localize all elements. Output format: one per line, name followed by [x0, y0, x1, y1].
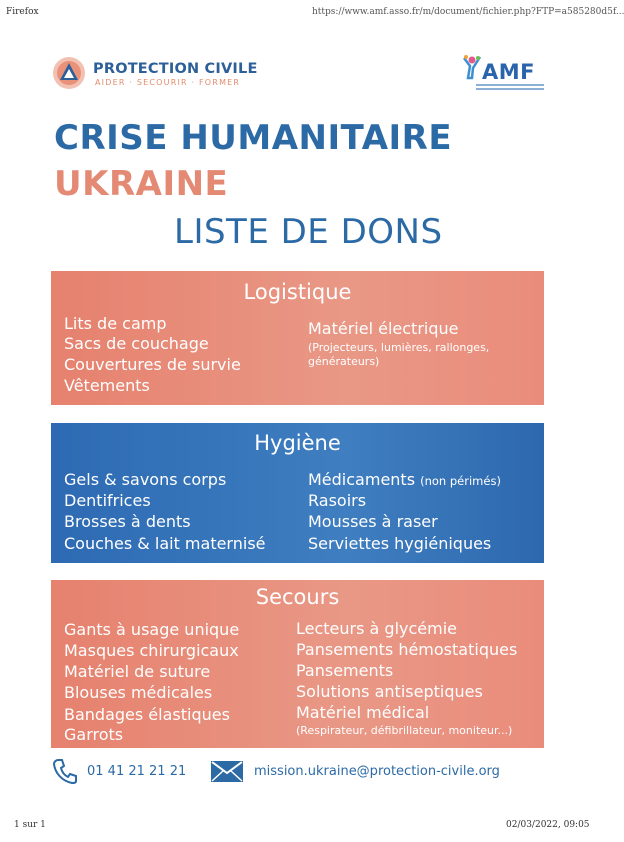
print-footer-page: 1 sur 1 [14, 820, 46, 830]
item-note: (Respirateur, défibrillateur, moniteur...) [296, 724, 513, 737]
list-item: Pansements hémostatiques [296, 640, 518, 659]
section-logistique [51, 271, 544, 405]
list-item: Matériel médical [296, 703, 430, 722]
list-item: Gants à usage unique [64, 620, 240, 639]
section-title: Logistique [243, 280, 352, 304]
list-item: Lecteurs à glycémie [296, 619, 458, 638]
section-title: Hygiène [254, 431, 341, 455]
section-secours [51, 580, 544, 748]
print-header-url: https://www.amf.asso.fr/m/document/fichier.php?FTP=a585280d5f... [312, 7, 624, 17]
list-item: Gels & savons corps [64, 470, 227, 489]
list-item: Dentifrices [64, 491, 151, 510]
list-item: Rasoirs [308, 491, 367, 510]
print-footer-datetime: 02/03/2022, 09:05 [506, 820, 590, 830]
phone-icon [52, 757, 78, 785]
item-note: (non périmés) [420, 474, 501, 488]
mail-icon [211, 761, 243, 782]
list-item: Mousses à raser [308, 512, 438, 531]
title-crise-humanitaire: CRISE HUMANITAIRE [54, 118, 453, 158]
list-item: Lits de camp [64, 314, 167, 333]
contact-phone[interactable]: 01 41 21 21 21 [87, 764, 187, 779]
section-title: Secours [255, 585, 340, 609]
print-header-browser: Firefox [6, 7, 39, 17]
section-hygiene [51, 423, 544, 563]
list-item: Pansements [296, 661, 394, 680]
amf-name: AMF [482, 60, 535, 84]
item-note: générateurs) [308, 355, 380, 368]
item-label: Médicaments [308, 470, 416, 489]
list-item: Garrots [64, 725, 124, 744]
title-liste-de-dons: LISTE DE DONS [174, 212, 443, 252]
title-ukraine: UKRAINE [54, 164, 229, 204]
list-item: Bandages élastiques [64, 705, 230, 724]
list-item: Matériel électrique [308, 319, 459, 338]
amf-logo [462, 54, 548, 98]
protection-civile-name: PROTECTION CIVILE [93, 61, 258, 77]
protection-civile-logo [52, 56, 262, 92]
list-item: Sacs de couchage [64, 334, 209, 353]
list-item: Couvertures de survie [64, 355, 241, 374]
list-item: Brosses à dents [64, 512, 191, 531]
amf-figure-icon [462, 54, 482, 80]
list-item: Couches & lait maternisé [64, 534, 266, 553]
list-item: Blouses médicales [64, 683, 213, 702]
list-item: Matériel de suture [64, 662, 211, 681]
item-note: (Projecteurs, lumières, rallonges, [308, 341, 490, 354]
amf-fine-print [476, 84, 544, 94]
protection-civile-tagline: AIDER · SECOURIR · FORMER [95, 78, 241, 87]
list-item [308, 472, 501, 488]
list-item: Serviettes hygiéniques [308, 534, 492, 553]
contact-email[interactable]: mission.ukraine@protection-civile.org [254, 764, 500, 779]
list-item: Solutions antiseptiques [296, 682, 483, 701]
list-item: Vêtements [64, 376, 150, 395]
list-item: Masques chirurgicaux [64, 641, 239, 660]
protection-civile-emblem-icon [52, 56, 86, 90]
